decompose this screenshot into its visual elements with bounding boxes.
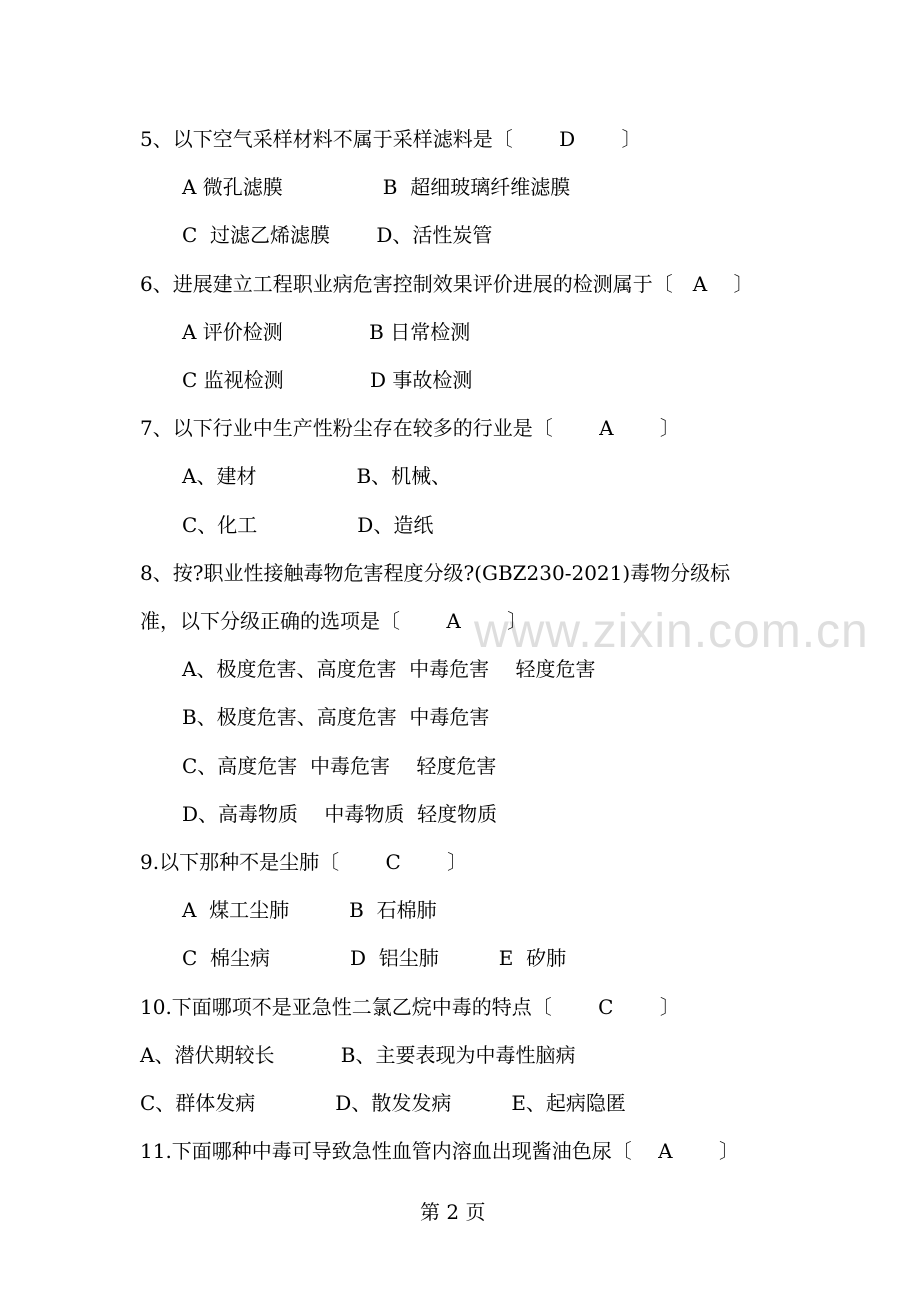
question-10-options-ab: A、潜伏期较长 B、主要表现为中毒性脑病 [140, 1043, 576, 1067]
question-9-options-ab: A 煤工尘肺 B 石棉肺 [182, 898, 437, 922]
question-6-options-ab: A 评价检测 B 日常检测 [182, 320, 471, 344]
watermark: www.zixin.com.cn [474, 605, 869, 658]
question-8-option-d: D、高毒物质 中毒物质 轻度物质 [182, 802, 498, 826]
question-5-options-cd: C 过滤乙烯滤膜 D、活性炭管 [182, 223, 493, 247]
question-10: 10.下面哪项不是亚急性二氯乙烷中毒的特点〔 C 〕 [140, 995, 680, 1019]
page-footer: 第 2 页 [420, 1200, 486, 1224]
question-7-options-ab: A、建材 B、机械、 [182, 464, 452, 488]
question-8-line-2: 准，以下分级正确的选项是〔 A 〕 [140, 609, 528, 633]
question-10-options-cde: C、群体发病 D、散发发病 E、起病隐匿 [140, 1091, 626, 1115]
question-9-options-cde: C 棉尘病 D 铝尘肺 E 矽肺 [182, 946, 567, 970]
question-7: 7、以下行业中生产性粉尘存在较多的行业是〔 A 〕 [140, 416, 680, 440]
question-8-option-b: B、极度危害、高度危害 中毒危害 [182, 705, 490, 729]
question-8-option-a: A、极度危害、高度危害 中毒危害 轻度危害 [182, 657, 596, 681]
question-5: 5、以下空气采样材料不属于采样滤料是〔 D 〕 [140, 127, 642, 151]
question-6: 6、进展建立工程职业病危害控制效果评价进展的检测属于〔 A 〕 [140, 272, 754, 296]
question-7-options-cd: C、化工 D、造纸 [182, 513, 434, 537]
question-5-options-ab: A 微孔滤膜 B 超细玻璃纤维滤膜 [182, 175, 571, 199]
question-9: 9.以下那种不是尘肺〔 C 〕 [140, 850, 468, 874]
question-8-option-c: C、高度危害 中毒危害 轻度危害 [182, 754, 497, 778]
question-8-line-1: 8、按?职业性接触毒物危害程度分级?(GBZ230-2021)毒物分级标 [140, 561, 731, 585]
question-6-options-cd: C 监视检测 D 事故检测 [182, 368, 473, 392]
question-11: 11.下面哪种中毒可导致急性血管内溶血出现酱油色尿〔 A 〕 [140, 1139, 739, 1163]
